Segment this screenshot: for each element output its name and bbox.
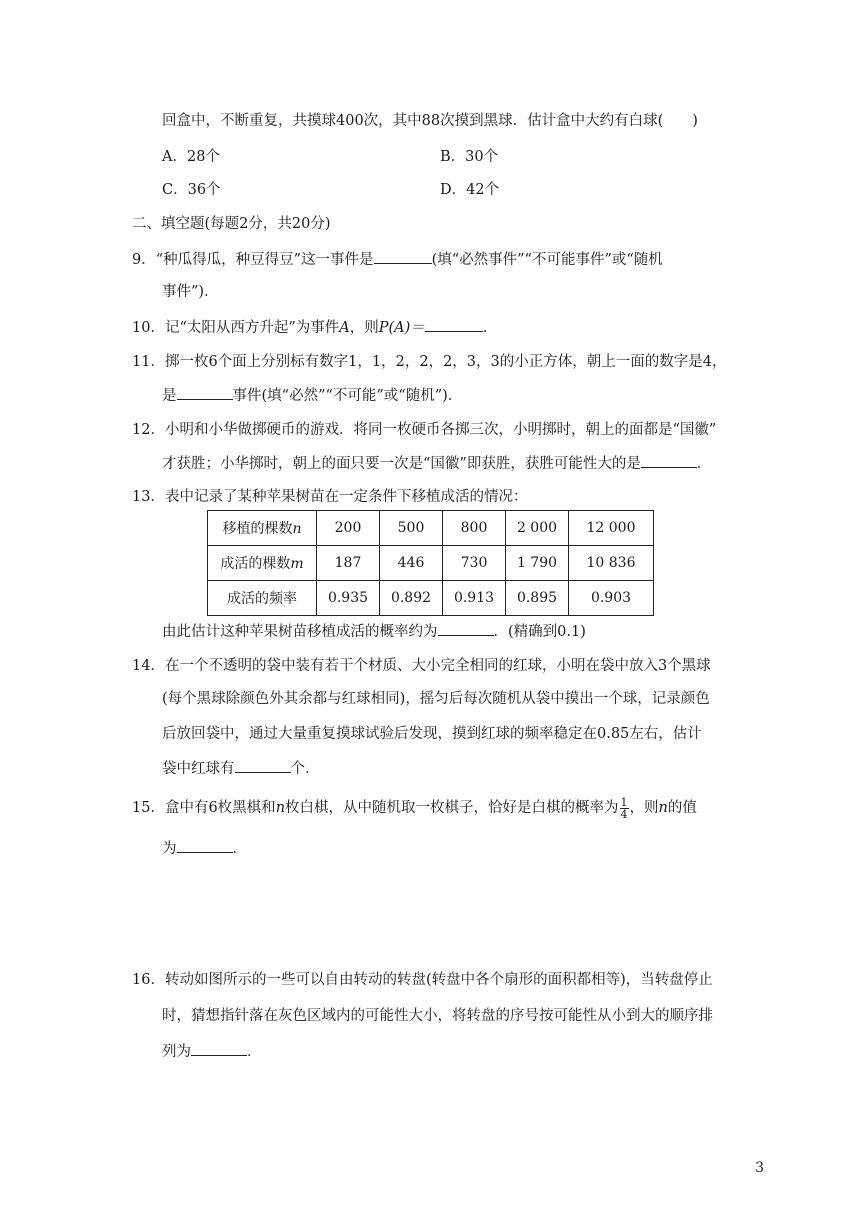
page-number: 3 xyxy=(755,1160,764,1176)
row-label: 成活的频率 xyxy=(208,581,317,616)
question-text: 盒中有6枚黑棋和 xyxy=(164,800,276,816)
answer-blank xyxy=(374,249,432,264)
table-cell: 446 xyxy=(380,546,443,581)
table-cell: 187 xyxy=(317,546,380,581)
q8-option-c: C．36个 xyxy=(162,182,221,198)
fraction: $\frac{1}{4}$ xyxy=(620,795,628,821)
question-number: 11． xyxy=(132,354,165,370)
question-text: 记“太阳从西方升起”为事件 xyxy=(164,320,340,336)
question-14 xyxy=(132,656,711,676)
question-text: ，则 xyxy=(629,800,659,816)
question-text: 枚白棋，从中随机取一枚棋子，恰好是白棋的概率为 xyxy=(285,800,619,816)
question-number: 13． xyxy=(132,489,165,505)
question-text: “种瓜得瓜，种豆得豆”这一事件是 xyxy=(155,252,374,268)
table-cell: 12 000 xyxy=(569,511,654,546)
answer-blank xyxy=(177,385,233,400)
section-title: 二、填空题(每题2分，共20分) xyxy=(132,216,331,232)
question-text: 表中记录了某种苹果树苗在一定条件下移植成活的情况： xyxy=(164,489,528,505)
answer-blank xyxy=(641,453,697,468)
answer-blank xyxy=(425,317,483,332)
question-text: 个． xyxy=(290,761,320,777)
question-end: ． xyxy=(232,841,247,857)
table-cell: 0.895 xyxy=(506,581,569,616)
question-text: 事件(填“必然”“不可能”或“随机”)． xyxy=(232,388,463,404)
table-row xyxy=(208,511,654,546)
question-13-cont xyxy=(162,621,586,642)
question-text: 是 xyxy=(162,388,177,404)
question-text: 小明和小华做掷硬币的游戏．将同一枚硬币各掷三次，小明掷时，朝上的面都是“国徽” xyxy=(164,422,717,438)
question-15 xyxy=(132,794,697,822)
question-16-line2: 时，猜想指针落在灰色区域内的可能性大小，将转盘的序号按可能性从小到大的顺序排 xyxy=(162,1008,713,1024)
question-text: 列为 xyxy=(162,1044,191,1060)
row-label: 成活的棵数m xyxy=(208,546,317,581)
question-12 xyxy=(132,420,716,440)
question-text: 才获胜；小华掷时，朝上的面只要一次是“国徽”即获胜，获胜可能性大的是 xyxy=(162,456,641,472)
question-15-cont xyxy=(162,838,247,859)
table-cell: 0.903 xyxy=(569,581,654,616)
table-cell: 1 790 xyxy=(506,546,569,581)
table-cell: 500 xyxy=(380,511,443,546)
question-text: (填“必然事件”“不可能事件”或“随机 xyxy=(431,252,663,268)
var-n: n xyxy=(275,800,286,816)
question-9 xyxy=(132,249,663,270)
var-n: n xyxy=(658,800,668,816)
question-14-line3: 后放回袋中，通过大量重复摸球试验后发现，摸到红球的频率稳定在0.85左右，估计 xyxy=(162,726,702,742)
question-10 xyxy=(132,317,497,338)
answer-blank xyxy=(177,838,233,853)
question-14-line2: (每个黑球除颜色外其余都与红球相同)，摇匀后每次随机从袋中摸出一个球，记录颜色 xyxy=(162,691,710,707)
table-row xyxy=(208,581,654,616)
question-12-cont xyxy=(162,453,711,474)
table-cell: 10 836 xyxy=(569,546,654,581)
question-text: 袋中红球有 xyxy=(162,761,235,777)
q8-option-d: D．42个 xyxy=(440,182,500,198)
q8-option-b: B．30个 xyxy=(440,149,499,165)
transplant-table xyxy=(207,510,654,616)
probability-expr: P(A)＝ xyxy=(378,320,425,336)
table-cell: 800 xyxy=(443,511,506,546)
q8-tail-text: 回盒中，不断重复，共摸球400次，其中88次摸到黑球．估计盒中大约有白球( ) xyxy=(162,113,698,129)
answer-blank xyxy=(191,1041,247,1056)
question-number: 10． xyxy=(132,320,165,336)
question-text: ．(精确到0.1) xyxy=(493,624,586,640)
question-text: 的值 xyxy=(667,800,697,816)
question-13 xyxy=(132,487,527,507)
question-number: 12． xyxy=(132,422,165,438)
table-cell: 200 xyxy=(317,511,380,546)
q8-option-a: A．28个 xyxy=(162,149,220,165)
table-row xyxy=(208,546,654,581)
question-9-cont: 事件”)． xyxy=(162,284,219,300)
table-cell: 0.892 xyxy=(380,581,443,616)
question-number: 16． xyxy=(132,972,165,988)
question-end: ． xyxy=(482,320,498,336)
question-end: ． xyxy=(247,1044,262,1060)
question-11 xyxy=(132,352,726,372)
question-11-cont xyxy=(162,385,462,406)
table-cell: 0.935 xyxy=(317,581,380,616)
question-16-line3 xyxy=(162,1041,262,1062)
question-end: ． xyxy=(696,456,712,472)
answer-blank xyxy=(438,621,494,636)
question-text: 为 xyxy=(162,841,177,857)
table-cell: 2 000 xyxy=(506,511,569,546)
question-text: ，则 xyxy=(349,320,379,336)
question-text: 由此估计这种苹果树苗移植成活的概率约为 xyxy=(162,624,438,640)
question-text: 转动如图所示的一些可以自由转动的转盘(转盘中各个扇形的面积都相等)，当转盘停止 xyxy=(164,972,713,988)
question-14-line4 xyxy=(162,758,320,779)
question-number: 15． xyxy=(132,800,165,816)
question-number: 14． xyxy=(132,658,165,674)
row-label: 移植的棵数n xyxy=(208,511,317,546)
question-16 xyxy=(132,970,713,990)
table-cell: 0.913 xyxy=(443,581,506,616)
question-number: 9． xyxy=(132,252,156,268)
question-text: 在一个不透明的袋中装有若干个材质、大小完全相同的红球，小明在袋中放入3个黑球 xyxy=(164,658,711,674)
answer-blank xyxy=(235,758,291,773)
event-var: A xyxy=(339,320,350,336)
table-cell: 730 xyxy=(443,546,506,581)
question-text: 掷一枚6个面上分别标有数字1，1，2，2，2，3，3的小正方体，朝上一面的数字是4， xyxy=(164,354,727,370)
